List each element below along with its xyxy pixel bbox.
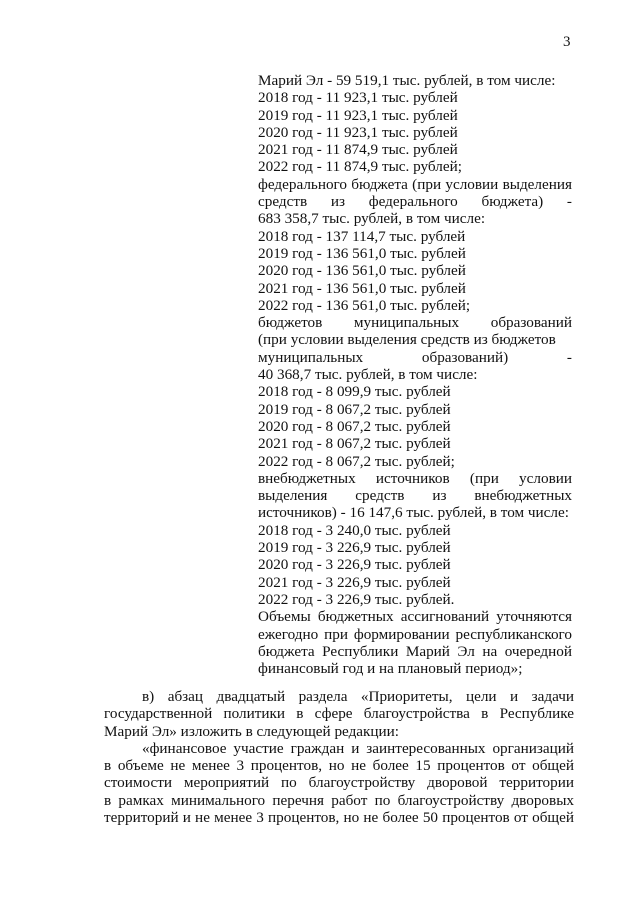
funding-line: ежегодно при формировании республиканского xyxy=(258,625,572,643)
page-number: 3 xyxy=(563,34,571,50)
funding-line: 2018 год - 3 240,0 тыс. рублей xyxy=(258,521,451,539)
funding-line: 2021 год - 11 874,9 тыс. рублей xyxy=(258,141,458,159)
funding-line: финансовый год и на плановый период»; xyxy=(258,660,523,678)
body-line: в рамках минимального перечня работ по благоустройству дворовых xyxy=(104,791,574,809)
funding-line: (при условии выделения средств из бюджетов xyxy=(258,331,556,349)
funding-line: 2021 год - 3 226,9 тыс. рублей xyxy=(258,573,451,591)
funding-line: 2019 год - 136 561,0 тыс. рублей xyxy=(258,244,466,262)
body-line: государственной политики в сфере благоустройства в Республике xyxy=(104,705,574,723)
funding-line: Марий Эл - 59 519,1 тыс. рублей, в том числе: xyxy=(258,72,556,89)
body-line: «финансовое участие граждан и заинтересованных организаций xyxy=(142,739,574,757)
body-line: стоимости мероприятий по благоустройству дворовой территории xyxy=(104,774,574,792)
funding-line: бюджетов муниципальных образований xyxy=(258,314,572,332)
body-line: в объеме не менее 3 процентов, но не более 15 процентов от общей xyxy=(104,757,574,775)
funding-line: 2020 год - 3 226,9 тыс. рублей xyxy=(258,556,451,574)
funding-line: 2022 год - 8 067,2 тыс. рублей; xyxy=(258,452,455,470)
funding-line: выделения средств из внебюджетных xyxy=(258,487,572,505)
body-line: в) абзац двадцатый раздела «Приоритеты, цели и задачи xyxy=(142,688,574,705)
funding-line: 2019 год - 11 923,1 тыс. рублей xyxy=(258,106,458,124)
funding-line: муниципальных образований) - xyxy=(258,348,572,366)
funding-line: 2021 год - 8 067,2 тыс. рублей xyxy=(258,435,451,453)
funding-block xyxy=(258,72,572,677)
funding-line: внебюджетных источников (при условии xyxy=(258,469,572,487)
funding-line: 2018 год - 11 923,1 тыс. рублей xyxy=(258,89,458,107)
funding-line: бюджета Республики Марий Эл на очередной xyxy=(258,642,572,660)
funding-line: федерального бюджета (при условии выделения xyxy=(258,175,572,193)
funding-line: 2020 год - 8 067,2 тыс. рублей xyxy=(258,417,451,435)
body-line: территорий и не менее 3 процентов, но не более 50 процентов от общей xyxy=(104,809,574,827)
funding-line: 2018 год - 8 099,9 тыс. рублей xyxy=(258,383,451,401)
funding-line: 2020 год - 136 561,0 тыс. рублей xyxy=(258,262,466,280)
funding-line: средств из федерального бюджета) - xyxy=(258,193,572,211)
funding-line: 2021 год - 136 561,0 тыс. рублей xyxy=(258,279,466,297)
body-line: Марий Эл» изложить в следующей редакции: xyxy=(104,722,400,740)
funding-line: источников) - 16 147,6 тыс. рублей, в том числе: xyxy=(258,504,569,522)
body-text xyxy=(104,688,574,826)
funding-line: 2019 год - 3 226,9 тыс. рублей xyxy=(258,539,451,557)
funding-line: 2022 год - 3 226,9 тыс. рублей. xyxy=(258,590,455,608)
funding-line: 2022 год - 11 874,9 тыс. рублей; xyxy=(258,158,462,176)
funding-line: 2020 год - 11 923,1 тыс. рублей xyxy=(258,123,458,141)
funding-line: 40 368,7 тыс. рублей, в том числе: xyxy=(258,366,478,384)
funding-line: 2018 год - 137 114,7 тыс. рублей xyxy=(258,227,466,245)
funding-line: 2019 год - 8 067,2 тыс. рублей xyxy=(258,400,451,418)
funding-line: Объемы бюджетных ассигнований уточняются xyxy=(258,608,572,626)
funding-line: 683 358,7 тыс. рублей, в том числе: xyxy=(258,210,486,228)
funding-line: 2022 год - 136 561,0 тыс. рублей; xyxy=(258,296,471,314)
